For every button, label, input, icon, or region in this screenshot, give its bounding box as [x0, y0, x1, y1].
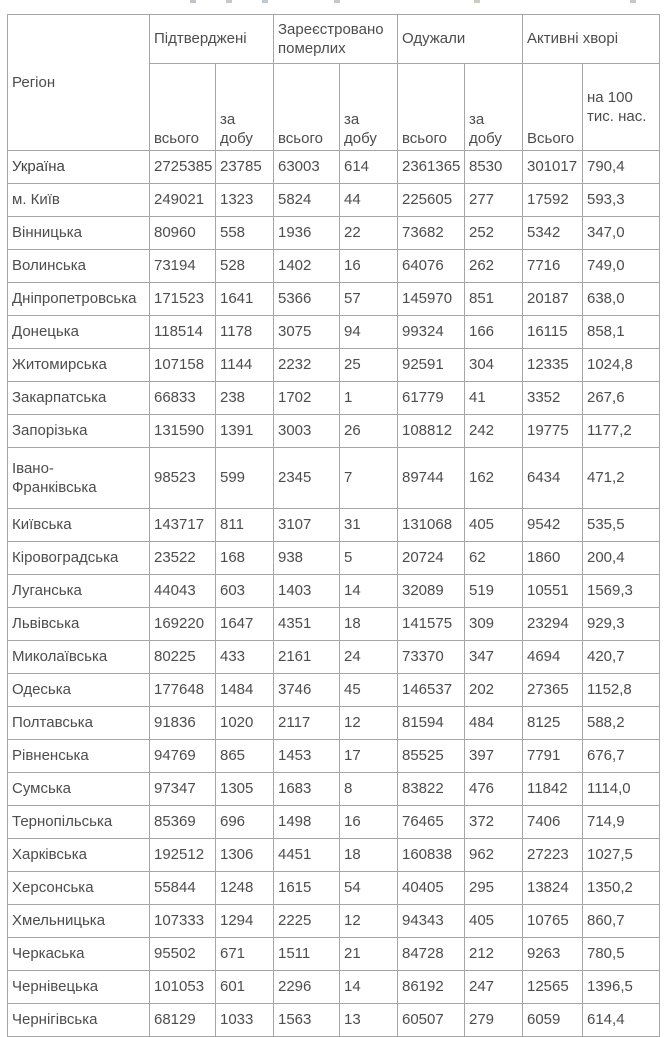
- header-group-recovered: Одужали: [398, 15, 523, 64]
- value-cell: 671: [216, 938, 274, 971]
- table-row: [8, 740, 660, 773]
- header-group-confirmed: Підтверджені: [150, 15, 274, 64]
- value-cell: 301017: [523, 151, 583, 184]
- value-cell: 92591: [398, 349, 465, 382]
- value-cell: 63003: [274, 151, 340, 184]
- value-cell: 1403: [274, 575, 340, 608]
- value-cell: 19775: [523, 415, 583, 448]
- value-cell: 3746: [274, 674, 340, 707]
- region-cell: Сумська: [8, 773, 150, 806]
- value-cell: 60507: [398, 1004, 465, 1037]
- value-cell: 44: [340, 184, 398, 217]
- value-cell: 279: [465, 1004, 523, 1037]
- value-cell: 7716: [523, 250, 583, 283]
- value-cell: 169220: [150, 608, 216, 641]
- value-cell: 614,4: [583, 1004, 660, 1037]
- table-row: [8, 872, 660, 905]
- table-row: [8, 806, 660, 839]
- value-cell: 1683: [274, 773, 340, 806]
- value-cell: 101053: [150, 971, 216, 1004]
- value-cell: 84728: [398, 938, 465, 971]
- value-cell: 484: [465, 707, 523, 740]
- table-row: [8, 839, 660, 872]
- value-cell: 295: [465, 872, 523, 905]
- value-cell: 13: [340, 1004, 398, 1037]
- value-cell: 1152,8: [583, 674, 660, 707]
- value-cell: 212: [465, 938, 523, 971]
- value-cell: 177648: [150, 674, 216, 707]
- value-cell: 2296: [274, 971, 340, 1004]
- value-cell: 94769: [150, 740, 216, 773]
- value-cell: 20187: [523, 283, 583, 316]
- value-cell: 1484: [216, 674, 274, 707]
- value-cell: 372: [465, 806, 523, 839]
- value-cell: 405: [465, 509, 523, 542]
- table-row: [8, 349, 660, 382]
- region-cell: Харківська: [8, 839, 150, 872]
- region-cell: Луганська: [8, 575, 150, 608]
- region-cell: Полтавська: [8, 707, 150, 740]
- value-cell: 98523: [150, 448, 216, 509]
- table-row: [8, 773, 660, 806]
- value-cell: 12565: [523, 971, 583, 1004]
- value-cell: 6059: [523, 1004, 583, 1037]
- region-cell: Київська: [8, 509, 150, 542]
- region-cell: Волинська: [8, 250, 150, 283]
- value-cell: 18: [340, 839, 398, 872]
- value-cell: 599: [216, 448, 274, 509]
- value-cell: 4351: [274, 608, 340, 641]
- value-cell: 1144: [216, 349, 274, 382]
- value-cell: 80960: [150, 217, 216, 250]
- value-cell: 929,3: [583, 608, 660, 641]
- value-cell: 614: [340, 151, 398, 184]
- clipped-text-fragment: [630, 0, 636, 3]
- subheader-recovered-total: всього: [398, 64, 465, 151]
- value-cell: 938: [274, 542, 340, 575]
- value-cell: 99324: [398, 316, 465, 349]
- table-row: [8, 250, 660, 283]
- value-cell: 2117: [274, 707, 340, 740]
- value-cell: 1033: [216, 1004, 274, 1037]
- value-cell: 2345: [274, 448, 340, 509]
- value-cell: 603: [216, 575, 274, 608]
- value-cell: 1860: [523, 542, 583, 575]
- table-row: [8, 641, 660, 674]
- region-cell: Чернівецька: [8, 971, 150, 1004]
- value-cell: 225605: [398, 184, 465, 217]
- value-cell: 601: [216, 971, 274, 1004]
- region-cell: Закарпатська: [8, 382, 150, 415]
- value-cell: 347: [465, 641, 523, 674]
- value-cell: 14: [340, 575, 398, 608]
- region-cell: Тернопільська: [8, 806, 150, 839]
- table-row: [8, 575, 660, 608]
- value-cell: 247: [465, 971, 523, 1004]
- clipped-text-fragment: [474, 0, 480, 3]
- value-cell: 676,7: [583, 740, 660, 773]
- region-cell: Рівненська: [8, 740, 150, 773]
- value-cell: 8125: [523, 707, 583, 740]
- value-cell: 3352: [523, 382, 583, 415]
- value-cell: 11842: [523, 773, 583, 806]
- value-cell: 145970: [398, 283, 465, 316]
- value-cell: 2725385: [150, 151, 216, 184]
- value-cell: 1453: [274, 740, 340, 773]
- value-cell: 242: [465, 415, 523, 448]
- value-cell: 25: [340, 349, 398, 382]
- subheader-recovered-daily: за добу: [465, 64, 523, 151]
- value-cell: 476: [465, 773, 523, 806]
- value-cell: 17592: [523, 184, 583, 217]
- value-cell: 192512: [150, 839, 216, 872]
- value-cell: 20724: [398, 542, 465, 575]
- value-cell: 397: [465, 740, 523, 773]
- header-row-groups: [8, 15, 660, 64]
- value-cell: 141575: [398, 608, 465, 641]
- value-cell: 1391: [216, 415, 274, 448]
- region-cell: Херсонська: [8, 872, 150, 905]
- value-cell: 21: [340, 938, 398, 971]
- value-cell: 10765: [523, 905, 583, 938]
- value-cell: 249021: [150, 184, 216, 217]
- value-cell: 1306: [216, 839, 274, 872]
- value-cell: 7406: [523, 806, 583, 839]
- table-row: [8, 905, 660, 938]
- subheader-active-total: Всього: [523, 64, 583, 151]
- value-cell: 12335: [523, 349, 583, 382]
- table-row: [8, 184, 660, 217]
- value-cell: 519: [465, 575, 523, 608]
- value-cell: 7: [340, 448, 398, 509]
- value-cell: 1024,8: [583, 349, 660, 382]
- value-cell: 89744: [398, 448, 465, 509]
- value-cell: 97347: [150, 773, 216, 806]
- value-cell: 17: [340, 740, 398, 773]
- value-cell: 865: [216, 740, 274, 773]
- value-cell: 108812: [398, 415, 465, 448]
- value-cell: 16: [340, 806, 398, 839]
- value-cell: 54: [340, 872, 398, 905]
- value-cell: 1702: [274, 382, 340, 415]
- value-cell: 13824: [523, 872, 583, 905]
- value-cell: 1178: [216, 316, 274, 349]
- value-cell: 4694: [523, 641, 583, 674]
- value-cell: 433: [216, 641, 274, 674]
- value-cell: 202: [465, 674, 523, 707]
- region-cell: Черкаська: [8, 938, 150, 971]
- value-cell: 118514: [150, 316, 216, 349]
- value-cell: 146537: [398, 674, 465, 707]
- region-cell: Хмельницька: [8, 905, 150, 938]
- value-cell: 1294: [216, 905, 274, 938]
- region-cell: Івано- Франківська: [8, 448, 150, 509]
- value-cell: 420,7: [583, 641, 660, 674]
- value-cell: 32089: [398, 575, 465, 608]
- region-cell: Чернігівська: [8, 1004, 150, 1037]
- value-cell: 143717: [150, 509, 216, 542]
- value-cell: 23522: [150, 542, 216, 575]
- value-cell: 1402: [274, 250, 340, 283]
- table-row: [8, 448, 660, 509]
- value-cell: 73682: [398, 217, 465, 250]
- value-cell: 86192: [398, 971, 465, 1004]
- value-cell: 73194: [150, 250, 216, 283]
- value-cell: 780,5: [583, 938, 660, 971]
- value-cell: 5824: [274, 184, 340, 217]
- value-cell: 91836: [150, 707, 216, 740]
- value-cell: 2225: [274, 905, 340, 938]
- value-cell: 160838: [398, 839, 465, 872]
- clipped-text-fragment: [262, 0, 268, 3]
- value-cell: 4451: [274, 839, 340, 872]
- value-cell: 94343: [398, 905, 465, 938]
- table-row: [8, 1004, 660, 1037]
- value-cell: 31: [340, 509, 398, 542]
- table-row: [8, 415, 660, 448]
- value-cell: 6434: [523, 448, 583, 509]
- value-cell: 2361365: [398, 151, 465, 184]
- value-cell: 2232: [274, 349, 340, 382]
- value-cell: 95502: [150, 938, 216, 971]
- value-cell: 131068: [398, 509, 465, 542]
- value-cell: 107158: [150, 349, 216, 382]
- covid-statistics-table: [7, 14, 660, 1037]
- value-cell: 1: [340, 382, 398, 415]
- value-cell: 41: [465, 382, 523, 415]
- value-cell: 1114,0: [583, 773, 660, 806]
- value-cell: 2161: [274, 641, 340, 674]
- value-cell: 1027,5: [583, 839, 660, 872]
- region-cell: Одеська: [8, 674, 150, 707]
- value-cell: 309: [465, 608, 523, 641]
- region-cell: Львівська: [8, 608, 150, 641]
- value-cell: 26: [340, 415, 398, 448]
- value-cell: 44043: [150, 575, 216, 608]
- table-row: [8, 217, 660, 250]
- value-cell: 168: [216, 542, 274, 575]
- value-cell: 405: [465, 905, 523, 938]
- value-cell: 81594: [398, 707, 465, 740]
- value-cell: 8: [340, 773, 398, 806]
- region-cell: Вінницька: [8, 217, 150, 250]
- value-cell: 61779: [398, 382, 465, 415]
- value-cell: 1177,2: [583, 415, 660, 448]
- value-cell: 23294: [523, 608, 583, 641]
- value-cell: 85525: [398, 740, 465, 773]
- value-cell: 262: [465, 250, 523, 283]
- value-cell: 1936: [274, 217, 340, 250]
- value-cell: 1511: [274, 938, 340, 971]
- value-cell: 8530: [465, 151, 523, 184]
- region-cell: Україна: [8, 151, 150, 184]
- clipped-text-fragment: [226, 0, 232, 3]
- value-cell: 40405: [398, 872, 465, 905]
- table-row: [8, 674, 660, 707]
- value-cell: 1350,2: [583, 872, 660, 905]
- value-cell: 1615: [274, 872, 340, 905]
- column-header-region: Регіон: [8, 15, 150, 151]
- subheader-deaths-total: всього: [274, 64, 340, 151]
- value-cell: 162: [465, 448, 523, 509]
- value-cell: 714,9: [583, 806, 660, 839]
- value-cell: 83822: [398, 773, 465, 806]
- table-row: [8, 283, 660, 316]
- value-cell: 12: [340, 905, 398, 938]
- value-cell: 10551: [523, 575, 583, 608]
- value-cell: 166: [465, 316, 523, 349]
- value-cell: 558: [216, 217, 274, 250]
- value-cell: 638,0: [583, 283, 660, 316]
- value-cell: 528: [216, 250, 274, 283]
- value-cell: 304: [465, 349, 523, 382]
- table-row: [8, 151, 660, 184]
- value-cell: 1305: [216, 773, 274, 806]
- table-row: [8, 382, 660, 415]
- value-cell: 76465: [398, 806, 465, 839]
- value-cell: 23785: [216, 151, 274, 184]
- value-cell: 9263: [523, 938, 583, 971]
- value-cell: 3003: [274, 415, 340, 448]
- value-cell: 749,0: [583, 250, 660, 283]
- subheader-deaths-daily: за добу: [340, 64, 398, 151]
- value-cell: 5366: [274, 283, 340, 316]
- region-cell: Дніпропетровська: [8, 283, 150, 316]
- value-cell: 851: [465, 283, 523, 316]
- value-cell: 1641: [216, 283, 274, 316]
- header-group-deaths: Зареєстровано померлих: [274, 15, 398, 64]
- value-cell: 16115: [523, 316, 583, 349]
- value-cell: 535,5: [583, 509, 660, 542]
- value-cell: 1020: [216, 707, 274, 740]
- table-row: [8, 938, 660, 971]
- value-cell: 3107: [274, 509, 340, 542]
- table-row: [8, 608, 660, 641]
- value-cell: 858,1: [583, 316, 660, 349]
- value-cell: 267,6: [583, 382, 660, 415]
- value-cell: 94: [340, 316, 398, 349]
- region-cell: Кіровоградська: [8, 542, 150, 575]
- table-row: [8, 707, 660, 740]
- value-cell: 62: [465, 542, 523, 575]
- value-cell: 171523: [150, 283, 216, 316]
- value-cell: 1323: [216, 184, 274, 217]
- value-cell: 27223: [523, 839, 583, 872]
- value-cell: 588,2: [583, 707, 660, 740]
- value-cell: 347,0: [583, 217, 660, 250]
- value-cell: 1569,3: [583, 575, 660, 608]
- value-cell: 593,3: [583, 184, 660, 217]
- value-cell: 107333: [150, 905, 216, 938]
- value-cell: 1396,5: [583, 971, 660, 1004]
- value-cell: 66833: [150, 382, 216, 415]
- value-cell: 5: [340, 542, 398, 575]
- value-cell: 471,2: [583, 448, 660, 509]
- value-cell: 45: [340, 674, 398, 707]
- subheader-confirmed-daily: за добу: [216, 64, 274, 151]
- table-row: [8, 509, 660, 542]
- value-cell: 3075: [274, 316, 340, 349]
- table-body: [8, 151, 660, 1037]
- value-cell: 14: [340, 971, 398, 1004]
- value-cell: 790,4: [583, 151, 660, 184]
- value-cell: 27365: [523, 674, 583, 707]
- region-cell: м. Київ: [8, 184, 150, 217]
- region-cell: Запорізька: [8, 415, 150, 448]
- value-cell: 200,4: [583, 542, 660, 575]
- clipped-text-fragment: [190, 0, 196, 3]
- value-cell: 18: [340, 608, 398, 641]
- value-cell: 696: [216, 806, 274, 839]
- value-cell: 64076: [398, 250, 465, 283]
- region-cell: Миколаївська: [8, 641, 150, 674]
- value-cell: 57: [340, 283, 398, 316]
- value-cell: 16: [340, 250, 398, 283]
- table-row: [8, 542, 660, 575]
- value-cell: 7791: [523, 740, 583, 773]
- value-cell: 85369: [150, 806, 216, 839]
- value-cell: 1647: [216, 608, 274, 641]
- value-cell: 131590: [150, 415, 216, 448]
- value-cell: 80225: [150, 641, 216, 674]
- subheader-active-per-100k: на 100 тис. нас.: [583, 64, 660, 151]
- value-cell: 811: [216, 509, 274, 542]
- value-cell: 860,7: [583, 905, 660, 938]
- table-row: [8, 316, 660, 349]
- value-cell: 1248: [216, 872, 274, 905]
- value-cell: 24: [340, 641, 398, 674]
- value-cell: 22: [340, 217, 398, 250]
- value-cell: 12: [340, 707, 398, 740]
- value-cell: 1498: [274, 806, 340, 839]
- value-cell: 962: [465, 839, 523, 872]
- region-cell: Житомирська: [8, 349, 150, 382]
- value-cell: 277: [465, 184, 523, 217]
- region-cell: Донецька: [8, 316, 150, 349]
- table-row: [8, 971, 660, 1004]
- subheader-confirmed-total: всього: [150, 64, 216, 151]
- value-cell: 73370: [398, 641, 465, 674]
- value-cell: 238: [216, 382, 274, 415]
- value-cell: 1563: [274, 1004, 340, 1037]
- value-cell: 5342: [523, 217, 583, 250]
- value-cell: 252: [465, 217, 523, 250]
- header-group-active: Активні хворі: [523, 15, 660, 64]
- value-cell: 55844: [150, 872, 216, 905]
- value-cell: 68129: [150, 1004, 216, 1037]
- clipped-text-fragment: [334, 0, 340, 3]
- value-cell: 9542: [523, 509, 583, 542]
